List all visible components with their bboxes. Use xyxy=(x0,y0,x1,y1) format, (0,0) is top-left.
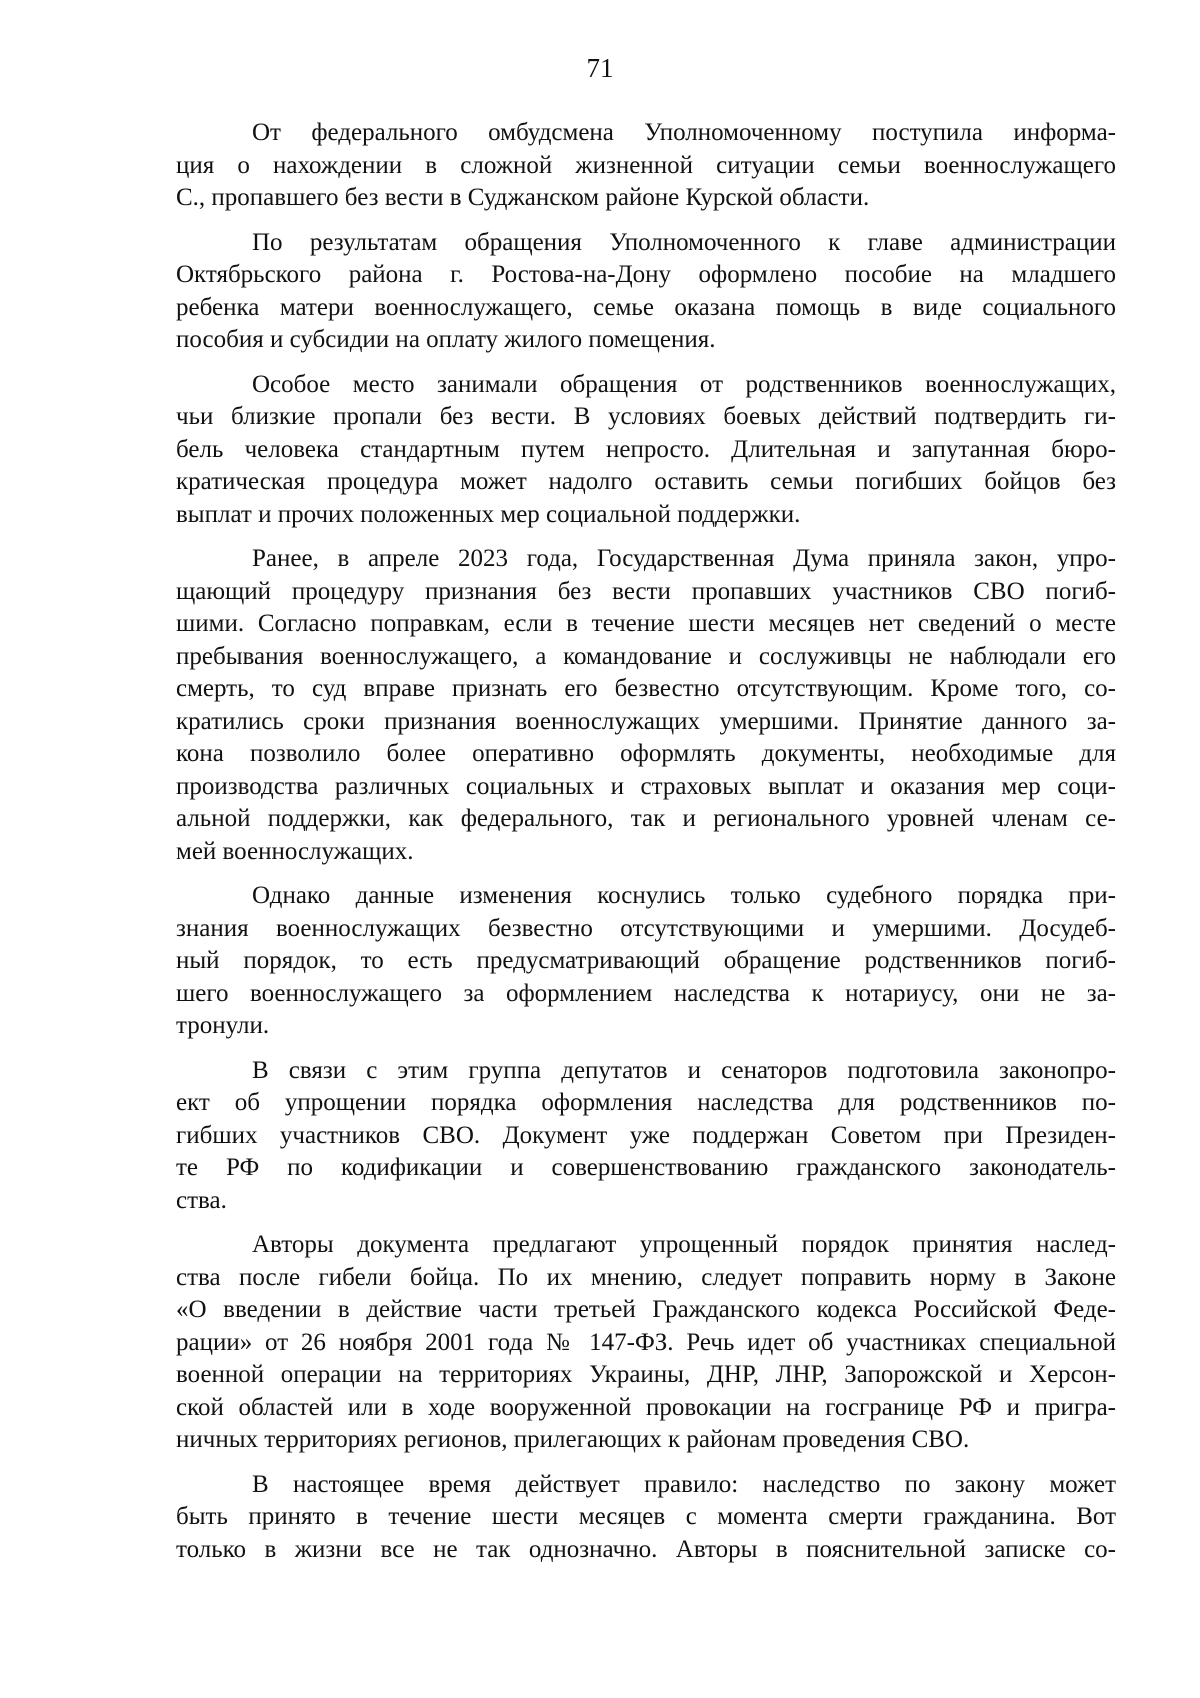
text-line: производства различных социальных и страховых выплат и оказания мер соци- xyxy=(176,772,1116,800)
text-line: шими. Согласно поправкам, если в течение шести месяцев нет сведений о месте xyxy=(176,610,1116,637)
text-line: выплат и прочих положенных мер социальной поддержки. xyxy=(176,500,801,528)
paragraph xyxy=(176,543,1116,868)
text-line: Ранее, в апреле 2023 года, Государственная Дума приняла закон, упро- xyxy=(252,545,1116,572)
text-line: пособия и субсидии на оплату жилого помещения. xyxy=(176,326,716,353)
text-line: Однако данные изменения коснулись только судебного порядка при- xyxy=(252,882,1116,909)
text-line: кона позволило более оперативно оформлять документы, необходимые для xyxy=(176,740,1116,767)
text-line: знания военнослужащих безвестно отсутствующими и умершими. Досудеб- xyxy=(176,914,1116,942)
text-line: ция о нахождении в сложной жизненной ситуации семьи военнослужащего xyxy=(176,151,1116,179)
paragraph xyxy=(176,1229,1116,1457)
text-line: Октябрьского района г. Ростова-на-Дону оформлено пособие на младшего xyxy=(176,261,1116,288)
text-line: В связи с этим группа депутатов и сенаторов подготовила законопро- xyxy=(252,1056,1116,1084)
text-line: кратическая процедура может надолго оставить семьи погибших бойцов без xyxy=(176,468,1116,495)
paragraph xyxy=(176,227,1116,357)
paragraph xyxy=(176,1055,1116,1218)
text-line: В настоящее время действует правило: наследство по закону может xyxy=(252,1470,1116,1498)
text-line: ребенка матери военнослужащего, семье оказана помощь в виде социального xyxy=(176,293,1116,321)
text-line: ства. xyxy=(176,1186,227,1214)
text-line: ской областей или в ходе вооруженной провокации на госгранице РФ и пригра- xyxy=(176,1393,1116,1421)
text-line: шего военнослужащего за оформлением наследства к нотариусу, они не за- xyxy=(176,979,1116,1007)
text-line: С., пропавшего без вести в Суджанском районе Курской области. xyxy=(176,184,870,211)
text-line: кратились сроки признания военнослужащих умершими. Принятие данного за- xyxy=(176,707,1116,735)
paragraph xyxy=(176,369,1116,532)
text-line: ный порядок, то есть предусматривающий обращение родственников погиб- xyxy=(176,947,1116,974)
text-line: щающий процедуру признания без вести пропавших участников СВО погиб- xyxy=(176,577,1116,605)
text-line: только в жизни все не так однозначно. Авторы в пояснительной записке со- xyxy=(176,1535,1116,1563)
text-line: быть принято в течение шести месяцев с момента смерти гражданина. Вот xyxy=(176,1503,1116,1530)
text-line: По результатам обращения Уполномоченного к главе администрации xyxy=(252,228,1116,256)
document-body xyxy=(176,117,1116,1578)
text-line: От федерального омбудсмена Уполномоченному поступила информа- xyxy=(252,119,1116,146)
text-line: альной поддержки, как федерального, так и регионального уровней членам се- xyxy=(176,805,1116,832)
text-line: ства после гибели бойца. По их мнению, следует поправить норму в Законе xyxy=(176,1263,1116,1291)
page-number: 71 xyxy=(586,53,614,83)
paragraph xyxy=(176,880,1116,1043)
text-line: рации» от 26 ноября 2001 года № 147-ФЗ. Речь идет об участниках специальной xyxy=(176,1328,1116,1356)
text-line: мей военнослужащих. xyxy=(176,837,414,865)
text-line: гибших участников СВО. Документ уже поддержан Советом при Президен- xyxy=(176,1121,1116,1149)
text-line: ничных территориях регионов, прилегающих к районам проведения СВО. xyxy=(176,1426,970,1453)
text-line: смерть, то суд вправе признать его безвестно отсутствующим. Кроме того, со- xyxy=(176,675,1116,702)
text-line: Авторы документа предлагают упрощенный порядок принятия наслед- xyxy=(252,1231,1116,1258)
text-line: пребывания военнослужащего, а командование и сослуживцы не наблюдали его xyxy=(176,642,1116,670)
text-line: тронули. xyxy=(176,1012,270,1039)
paragraph xyxy=(176,1469,1116,1567)
paragraph xyxy=(176,117,1116,215)
text-line: военной операции на территориях Украины, ДНР, ЛНР, Запорожской и Херсон- xyxy=(176,1361,1116,1388)
text-line: ект об упрощении порядка оформления наследства для родственников по- xyxy=(176,1089,1116,1116)
text-line: Особое место занимали обращения от родственников военнослужащих, xyxy=(252,370,1116,398)
text-line: «О введении в действие части третьей Гражданского кодекса Российской Феде- xyxy=(176,1296,1116,1323)
text-line: те РФ по кодификации и совершенствованию гражданского законодатель- xyxy=(176,1154,1116,1181)
text-line: бель человека стандартным путем непросто. Длительная и запутанная бюро- xyxy=(176,435,1116,463)
text-line: чьи близкие пропали без вести. В условиях боевых действий подтвердить ги- xyxy=(176,403,1116,430)
